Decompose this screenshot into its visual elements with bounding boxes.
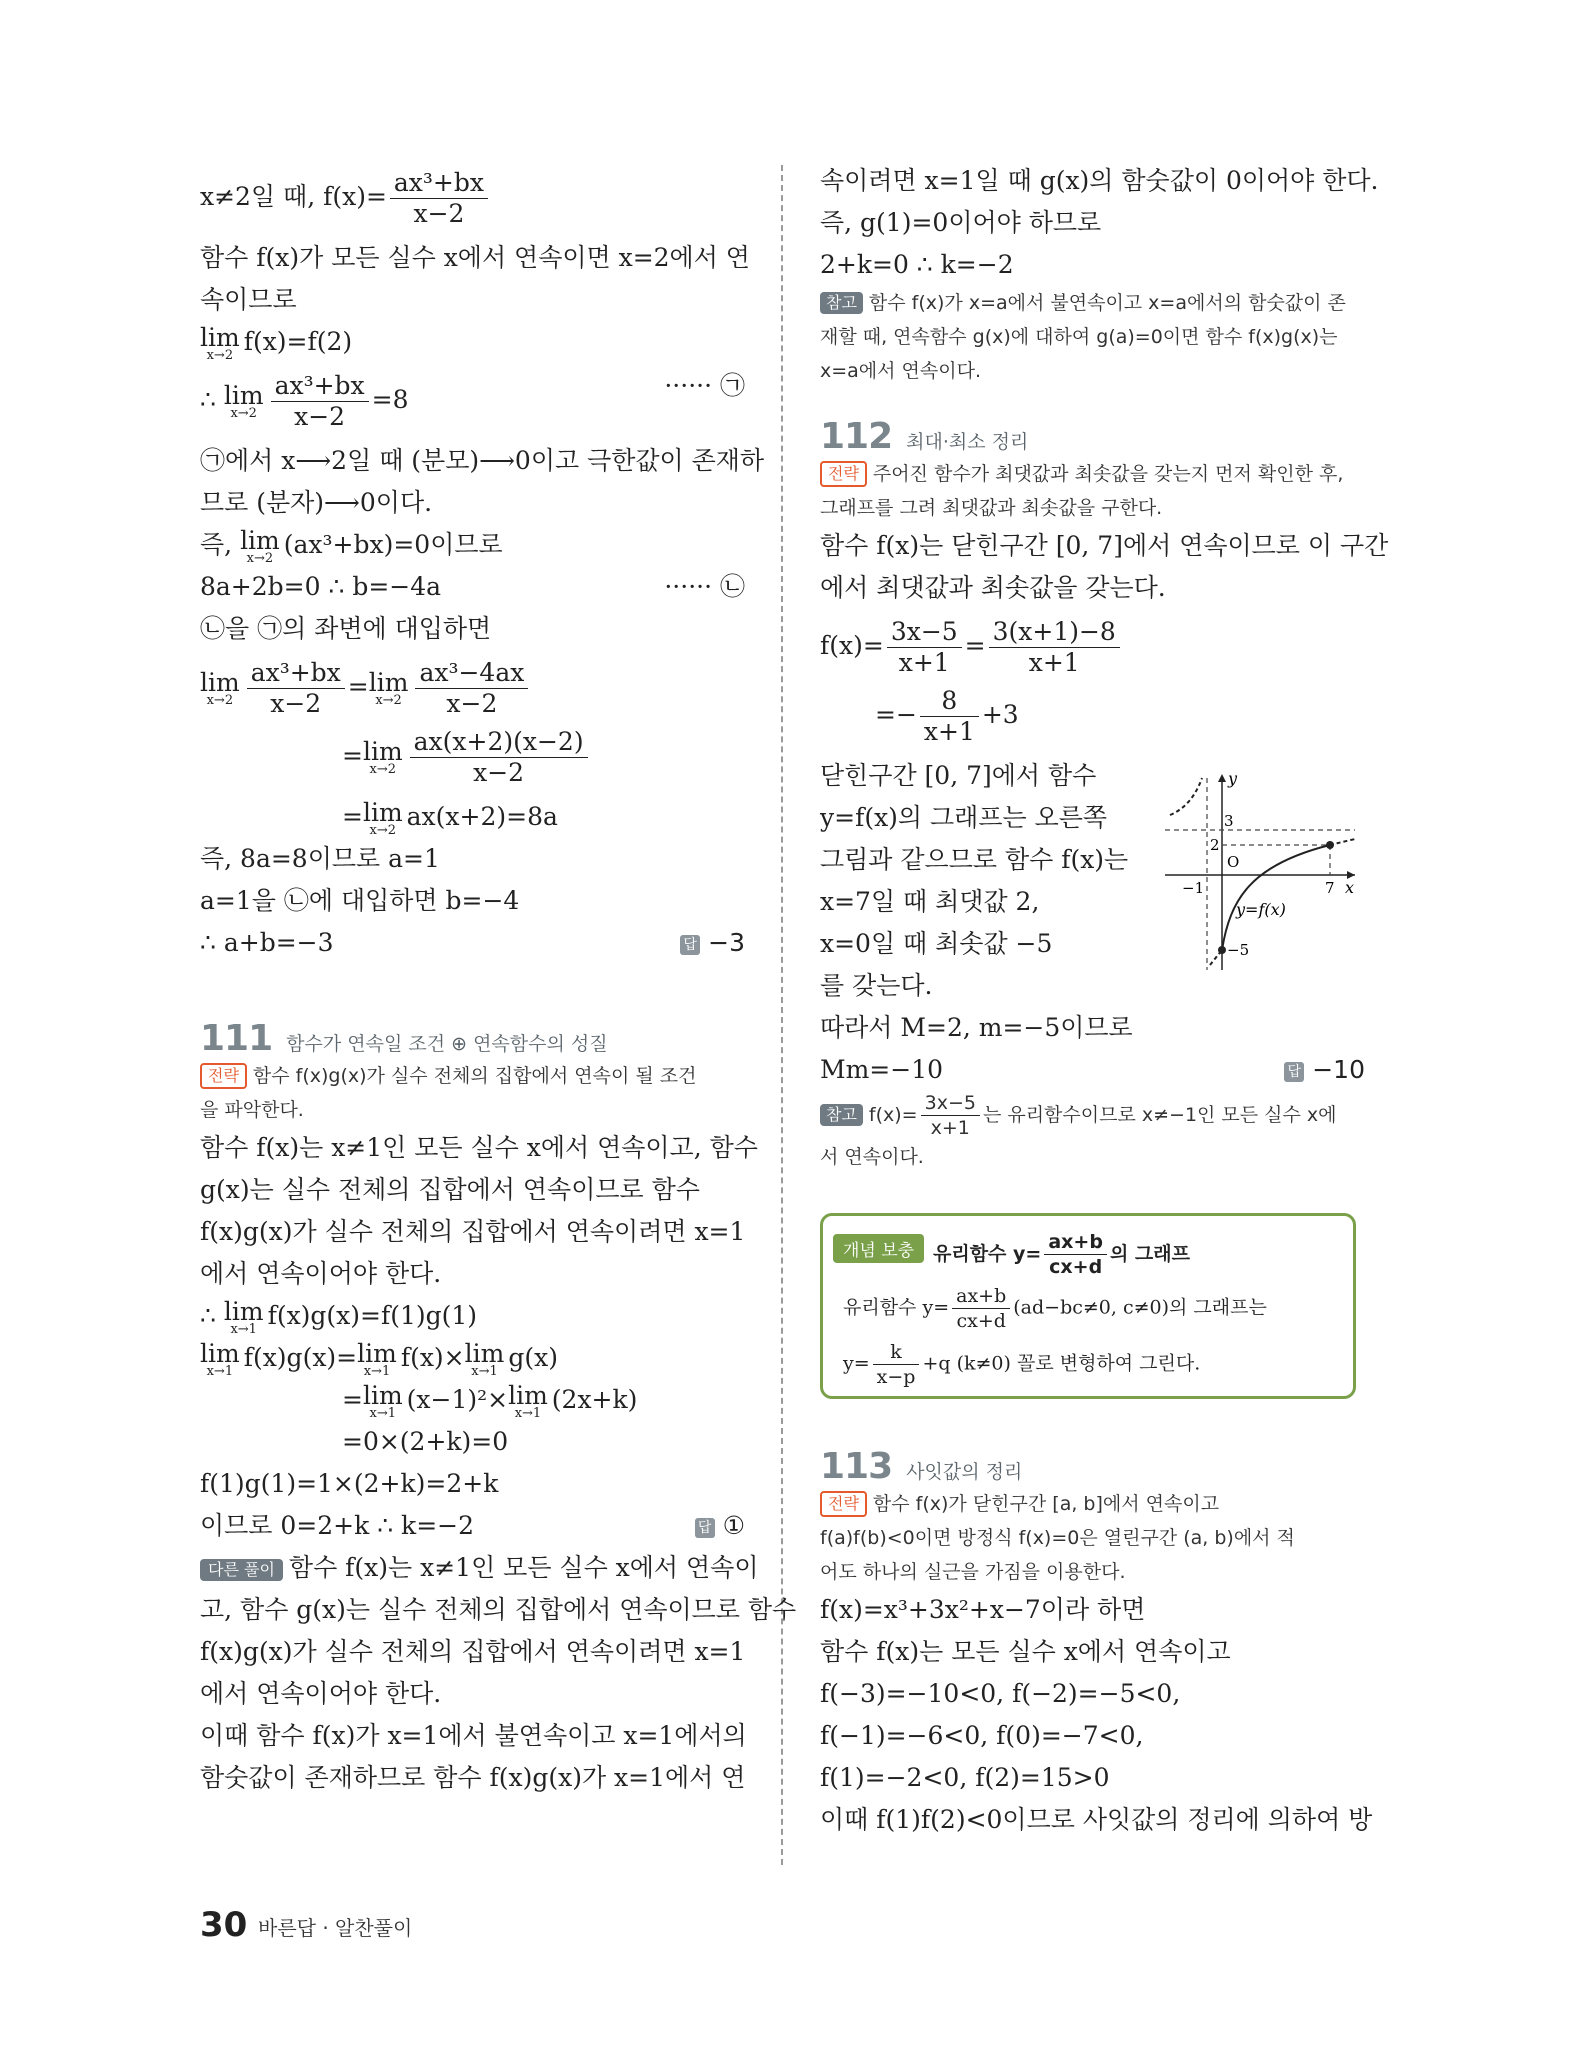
y-axis-label: y: [1228, 770, 1238, 788]
limit: lim x→2: [362, 797, 403, 838]
reference-tag: 참고: [820, 292, 863, 314]
function-graph: [1160, 770, 1360, 980]
problem-number: 111: [200, 1018, 273, 1059]
text-line: ㉠에서 x⟶2일 때 (분모)⟶0이고 극한값이 존재하: [200, 446, 765, 475]
concept-box: [820, 1213, 1356, 1399]
text-line: 이때 f(1)f(2)<0이므로 사잇값의 정리에 의하여 방: [820, 1805, 1373, 1834]
problem-112-header: [820, 416, 1365, 457]
text-line: 즉, g(1)=0이어야 하므로: [820, 208, 1102, 237]
eq-line: 이므로 0=2+k ∴ k=−2 답 ①: [200, 1505, 745, 1547]
problem-number: 113: [820, 1446, 893, 1487]
fraction: $\frac{3x-5}{x+1}$: [887, 617, 962, 678]
text-line: 이때 함수 f(x)가 x=1에서 불연속이고 x=1에서의: [200, 1721, 747, 1750]
tick-label: −5: [1227, 941, 1250, 959]
text-line: 함숫값이 존재하므로 함수 f(x)g(x)가 x=1에서 연: [200, 1763, 746, 1792]
limit: lim x→1: [357, 1338, 397, 1379]
eq-line: =− $\frac{8}{x+1}$ +3: [875, 686, 1019, 746]
concept-line: 유리함수 y= $\frac{ax+b}{cx+d}$ (ad−bc≠0, c≠0)의 그래프는: [843, 1285, 1267, 1332]
tick-label: 3: [1224, 812, 1234, 830]
eq-line: 즉, lim x→2 (ax³+bx)=0이므로: [200, 525, 503, 566]
fraction: $\frac{ax+b}{cx+d}$: [1044, 1230, 1107, 1279]
text-line: x=7일 때 최댓값 2,: [820, 887, 1040, 916]
problem-111-header: [200, 1018, 745, 1059]
eq-line: = lim x→1 (x−1)²× lim x→1 (2x+k): [342, 1380, 638, 1421]
eq-line: ∴ a+b=−3 답 −3: [200, 922, 745, 964]
text-line: 를 갖는다.: [820, 971, 933, 1000]
limit: lim x→2: [200, 322, 240, 363]
problem-topic: 사잇값의 정리: [906, 1461, 1023, 1483]
text-line: 속이므로: [200, 285, 297, 314]
limit: lim x→2: [200, 667, 240, 708]
equation-marker: ······ ㉠: [664, 371, 745, 400]
reference-line: 서 연속이다.: [820, 1146, 924, 1168]
reference-line: 참고 함수 f(x)가 x=a에서 불연속이고 x=a에서의 함숫값이 존: [820, 286, 1365, 320]
max-point: [1326, 841, 1334, 849]
curve-label: y=f(x): [1236, 900, 1286, 919]
text-line: 함수 f(x)가 모든 실수 x에서 연속이면 x=2에서 연: [200, 243, 750, 272]
text-line: 함수 f(x)는 모든 실수 x에서 연속이고: [820, 1637, 1231, 1666]
reference-tag: 참고: [820, 1104, 863, 1126]
answer-icon: 답: [695, 1518, 715, 1538]
limit: lim x→1: [200, 1338, 240, 1379]
problem-113-header: [820, 1446, 1365, 1487]
eq-line: ∴ lim x→2 $\frac{\text{ax³+bx}}{x-2}$ =8 ······ ㉠: [200, 371, 745, 431]
answer: 답 −10: [1284, 1049, 1365, 1091]
reference-line: x=a에서 연속이다.: [820, 360, 982, 382]
answer: 답 ①: [695, 1505, 745, 1547]
eq-line: =0×(2+k)=0: [342, 1427, 509, 1456]
reference-line: 재할 때, 연속함수 g(x)에 대하여 g(a)=0이면 함수 f(x)g(x)는: [820, 326, 1338, 348]
text-line: a=1을 ㉡에 대입하면 b=−4: [200, 886, 520, 915]
spacer: [820, 388, 1365, 410]
text-line: y=f(x)의 그래프는 오른쪽: [820, 803, 1108, 832]
text-line: g(x)는 실수 전체의 집합에서 연속이므로 함수: [200, 1175, 700, 1204]
eq-line: 2+k=0 ∴ k=−2: [820, 250, 1014, 279]
strategy-line: 그래프를 그려 최댓값과 최솟값을 구한다.: [820, 497, 1163, 519]
eq-line: f(−3)=−10<0, f(−2)=−5<0,: [820, 1679, 1181, 1708]
text-line: 함수 f(x)는 x≠1인 모든 실수 x에서 연속이고, 함수: [200, 1133, 758, 1162]
tick-label: −1: [1182, 879, 1205, 897]
problem-topic: 함수가 연속일 조건 ⊕ 연속함수의 성질: [286, 1033, 608, 1055]
fraction: $\frac{\text{ax³−4ax}}{x-2}$: [415, 658, 528, 719]
text-line: 함수 f(x)는 닫힌구간 [0, 7]에서 연속이므로 이 구간: [820, 531, 1389, 560]
fraction: $\frac{3x-5}{x+1}$: [921, 1091, 980, 1140]
concept-line: y= $\frac{k}{x-p}$ +q (k≠0) 꼴로 변형하여 그린다.: [843, 1341, 1201, 1388]
x-axis-label: x: [1345, 878, 1355, 897]
strategy-tag: 전략: [820, 1491, 867, 1517]
text-line: ㉡을 ㉠의 좌변에 대입하면: [200, 614, 492, 643]
text-line: 닫힌구간 [0, 7]에서 함수: [820, 761, 1097, 790]
strategy-tag: 전략: [820, 461, 867, 487]
fraction: $\frac{k}{x-p}$: [873, 1340, 920, 1389]
fraction: $\frac{\text{ax³+bx}}{x-2}$: [247, 658, 345, 719]
limit: lim x→1: [223, 1296, 264, 1337]
text-line: 에서 연속이어야 한다.: [200, 1259, 442, 1288]
text-line: 에서 연속이어야 한다.: [200, 1679, 442, 1708]
strategy-tag: 전략: [200, 1063, 247, 1089]
alt-solution-tag: 다른 풀이: [200, 1559, 283, 1581]
limit: lim x→2: [362, 736, 403, 777]
eq-line: = lim x→2 ax(x+2)=8a: [342, 797, 558, 838]
limit: lim x→2: [240, 525, 280, 566]
fraction: $\frac{ax+b}{cx+d}$: [952, 1284, 1010, 1333]
fraction: $\frac{8}{x+1}$: [920, 686, 979, 747]
strategy-line: 을 파악한다.: [200, 1099, 304, 1121]
strategy-line: f(a)f(b)<0이면 방정식 f(x)=0은 열린구간 (a, b)에서 적: [820, 1527, 1295, 1549]
problem-number: 112: [820, 416, 893, 457]
equation-marker: ······ ㉡: [664, 572, 745, 601]
min-point: [1218, 946, 1226, 954]
concept-title: 유리함수 y= $\frac{ax+b}{cx+d}$ 의 그래프: [933, 1231, 1190, 1278]
right-column: [820, 160, 1389, 1174]
strategy-line: 전략 함수 f(x)가 닫힌구간 [a, b]에서 연속이고: [820, 1487, 1365, 1521]
answer: 답 −3: [680, 922, 745, 964]
eq-line: Mm=−10 답 −10: [820, 1049, 1365, 1091]
problem-topic: 최대·최소 정리: [906, 431, 1029, 453]
text-line: f(x)g(x)가 실수 전체의 집합에서 연속이려면 x=1: [200, 1637, 746, 1666]
curve-left-branch: [1170, 778, 1202, 815]
eq-line: 8a+2b=0 ∴ b=−4a ······ ㉡: [200, 566, 745, 608]
answer-icon: 답: [680, 935, 700, 955]
eq-line: f(x)=x³+3x²+x−7이라 하면: [820, 1595, 1146, 1624]
footer-label: 바른답 · 알찬풀이: [258, 1916, 413, 1940]
limit: lim x→2: [368, 667, 409, 708]
concept-label: 개념 보충: [833, 1234, 924, 1263]
text-line: 그림과 같으므로 함수 f(x)는: [820, 845, 1129, 874]
strategy-line: 전략 함수 f(x)g(x)가 실수 전체의 집합에서 연속이 될 조건: [200, 1059, 745, 1093]
text-line: 속이려면 x=1일 때 g(x)의 함숫값이 0이어야 한다.: [820, 166, 1379, 195]
strategy-line: 어도 하나의 실근을 가짐을 이용한다.: [820, 1561, 1126, 1583]
page-number: 30: [200, 1905, 248, 1945]
fraction: $\frac{\text{ax³+bx}}{x-2}$: [271, 371, 369, 432]
eq-line: lim x→1 f(x)g(x)= lim x→1 f(x)× lim x→1 g(x): [200, 1338, 558, 1379]
limit: lim x→1: [362, 1380, 403, 1421]
fraction: $\frac{ax(x+2)(x-2)}{x-2}$: [410, 727, 588, 788]
text-line: f(x)g(x)가 실수 전체의 집합에서 연속이려면 x=1: [200, 1217, 746, 1246]
limit: lim x→2: [223, 380, 264, 421]
eq-line: x≠2일 때, f(x)= $\frac{\text{ax³+bx}}{x-2}$: [200, 168, 745, 229]
eq-line: f(x)= $\frac{3x-5}{x+1}$ = $\frac{3(x+1)-8}{x+1}$: [820, 617, 1365, 678]
limit: lim x→1: [464, 1338, 505, 1379]
eq-line: = lim x→2 $\frac{ax(x+2)(x-2)}{x-2}$: [200, 727, 745, 788]
answer-icon: 답: [1284, 1062, 1304, 1082]
fraction: $\frac{\text{ax³+bx}}{x-2}$: [390, 168, 488, 229]
text-line: 따라서 M=2, m=−5이므로: [820, 1013, 1133, 1042]
problem-113-block: [820, 1440, 1373, 1841]
text-line: 에서 최댓값과 최솟값을 갖는다.: [820, 573, 1166, 602]
left-column: [200, 160, 797, 1799]
text-line: 고, 함수 g(x)는 실수 전체의 집합에서 연속이므로 함수: [200, 1595, 797, 1624]
eq-line: lim x→2 f(x)=f(2): [200, 322, 353, 363]
y-axis-arrow-icon: [1218, 774, 1226, 782]
text-line: 즉, 8a=8이므로 a=1: [200, 844, 440, 873]
eq-line: f(1)g(1)=1×(2+k)=2+k: [200, 1469, 499, 1498]
eq-line: f(−1)=−6<0, f(0)=−7<0,: [820, 1721, 1144, 1750]
eq-line: f(1)=−2<0, f(2)=15>0: [820, 1763, 1110, 1792]
eq-line: ∴ lim x→1 f(x)g(x)=f(1)g(1): [200, 1296, 478, 1337]
tick-label: 2: [1210, 836, 1220, 854]
tick-label: 7: [1325, 879, 1335, 897]
spacer: [200, 964, 745, 1012]
strategy-line: 전략 주어진 함수가 최댓값과 최솟값을 갖는지 먼저 확인한 후,: [820, 457, 1365, 491]
reference-line: 참고 f(x)= $\frac{3x-5}{x+1}$ 는 유리함수이므로 x≠−1인 모든 실수 x에: [820, 1091, 1365, 1140]
text-line: 므로 (분자)⟶0이다.: [200, 488, 433, 517]
origin-label: O: [1227, 853, 1240, 871]
limit: lim x→1: [508, 1380, 548, 1421]
text-line: x=0일 때 최솟값 −5: [820, 929, 1053, 958]
fraction: $\frac{3(x+1)-8}{x+1}$: [989, 617, 1120, 678]
text-line: 다른 풀이 함수 f(x)는 x≠1인 모든 실수 x에서 연속이: [200, 1547, 745, 1589]
eq-line: lim x→2 $\frac{\text{ax³+bx}}{x-2}$ = lim x→2 $\frac{\text{ax³−4ax}}{x-2}$: [200, 658, 745, 719]
